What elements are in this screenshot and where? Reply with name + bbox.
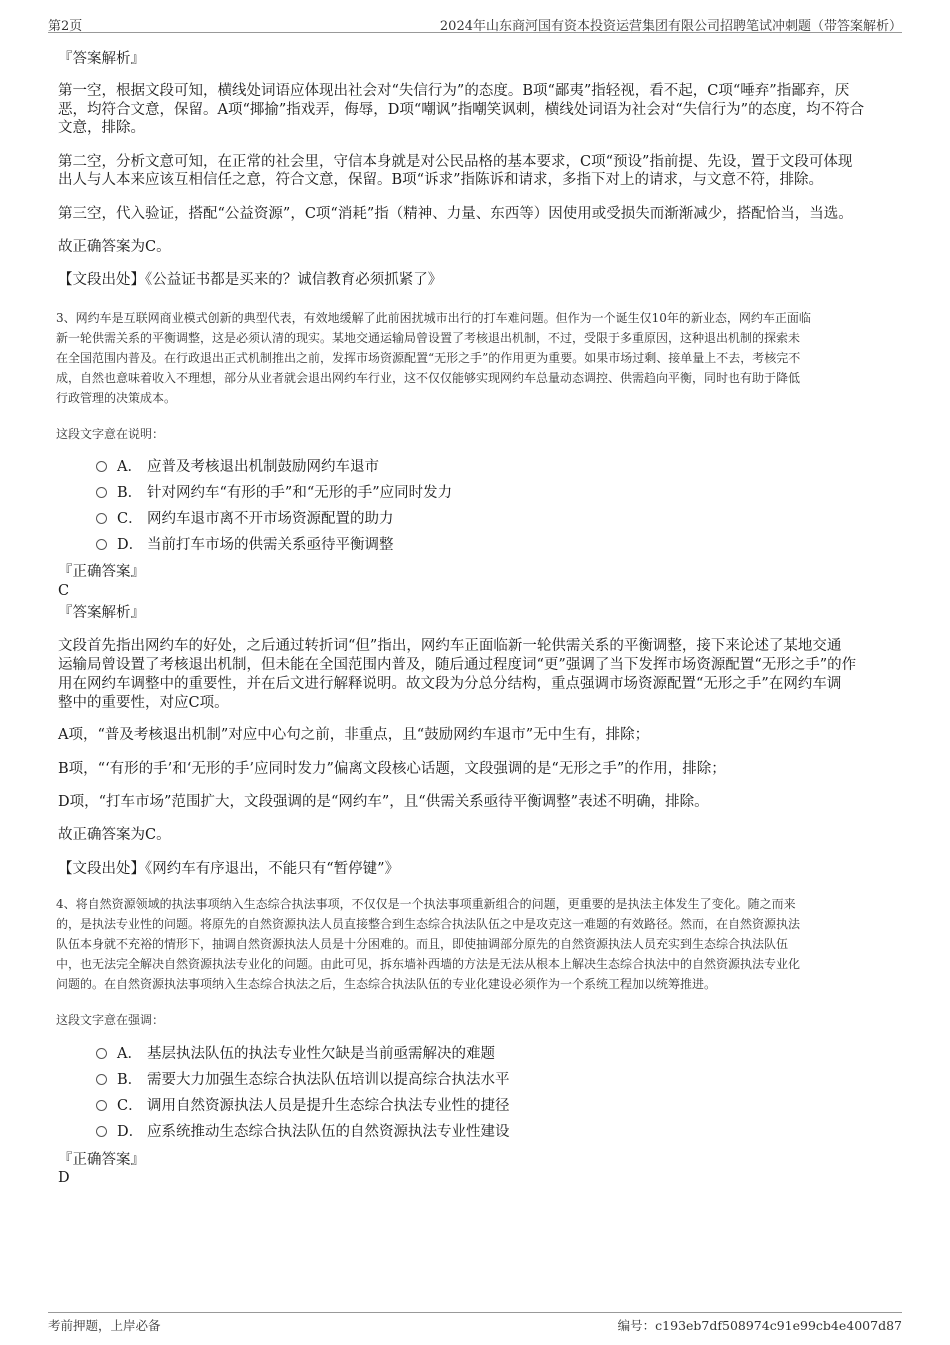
- q3-analysis-label: 『答案解析』: [58, 605, 145, 621]
- q2-analysis-label: 『答案解析』: [58, 51, 145, 67]
- q3-option-a[interactable]: A． 应普及考核退出机制鼓励网约车退市: [96, 458, 379, 476]
- q2-analysis-p2-line2: 出人与人本来应该互相信任之意，符合文意，保留。B项“诉求”指陈诉和请求，多指下对上的请求，与文意不符，排除。: [58, 172, 823, 188]
- q2-analysis-p2-line1: 第二空，分析文意可知，在正常的社会里，守信本身就是对公民品格的基本要求，C项“预设”指前提、先设，置于文段可体现: [58, 154, 853, 170]
- q4-answer: D: [58, 1170, 70, 1186]
- q4-passage-line5: 问题的。在自然资源执法事项纳入生态综合执法之后，生态综合执法队伍的专业化建设必须作为一个系统工程加以统筹推进。: [56, 977, 717, 991]
- q3-answer-label: 『正确答案』: [58, 564, 145, 580]
- q2-analysis-p3: 第三空，代入验证，搭配“公益资源”，C项“消耗”指（精神、力量、东西等）因使用或受损失而渐渐减少，搭配恰当，当选。: [58, 206, 853, 222]
- q2-analysis-p1-line2: 恶，均符合文意，保留。A项“揶揄”指戏弄，侮辱，D项“嘲讽”指嘲笑讽刺，横线处词语为社会对“失信行为”的态度，均不符合: [58, 102, 865, 118]
- q4-option-b[interactable]: B． 需要大力加强生态综合执法队伍培训以提高综合执法水平: [96, 1071, 510, 1089]
- document-title: 2024年山东商河国有资本投资运营集团有限公司招聘笔试冲刺题（带答案解析）: [439, 19, 902, 34]
- q3-passage-line1: 3、网约车是互联网商业模式创新的典型代表，有效地缓解了此前困扰城市出行的打车难问题。但作为一个诞生仅10年的新业态，网约车正面临: [56, 311, 811, 325]
- q3-analysis-b: B项，“‘有形的手’和‘无形的手’应同时发力”偏离文段核心话题，文段强调的是“无形之手”的作用，排除；: [58, 761, 726, 777]
- q4-option-d[interactable]: D． 应系统推动生态综合执法队伍的自然资源执法专业性建设: [96, 1123, 510, 1141]
- q2-source: 【文段出处】《公益证书都是买来的？诚信教育必须抓紧了》: [58, 272, 443, 288]
- q3-passage-line3: 在全国范围内普及。在行政退出正式机制推出之前，发挥市场资源配置“无形之手”的作用更为重要。如果市场过剩、接单量上不去，考核完不: [56, 351, 801, 365]
- radio-button-icon[interactable]: [96, 1100, 107, 1111]
- radio-button-icon[interactable]: [96, 1048, 107, 1059]
- q3-analysis-p1-line4: 整中的重要性，对应C项。: [58, 695, 229, 711]
- q4-passage-line4: 中，也无法完全解决自然资源执法专业化的问题。由此可见，拆东墙补西墙的方法是无法从根本上解决生态综合执法中的自然资源执法专业化: [56, 957, 801, 971]
- q3-option-b[interactable]: B． 针对网约车“有形的手”和“无形的手”应同时发力: [96, 484, 452, 502]
- q4-passage-line2: 的，是执法专业性的问题。将原先的自然资源执法人员直接整合到生态综合执法队伍之中是攻克这一难题的有效路径。然而，在自然资源执法: [56, 917, 801, 931]
- q3-option-c[interactable]: C． 网约车退市离不开市场资源配置的助力: [96, 510, 394, 528]
- radio-button-icon[interactable]: [96, 1126, 107, 1137]
- radio-button-icon[interactable]: [96, 539, 107, 550]
- q2-conclusion: 故正确答案为C。: [58, 239, 171, 255]
- q3-analysis-p1-line3: 用在网约车调整中的重要性，并在后文进行解释说明。故文段为分总分结构，重点强调市场资源配置“无形之手”在网约车调: [58, 676, 842, 692]
- page-number: 第2页: [48, 19, 83, 34]
- q3-analysis-a: A项，“普及考核退出机制”对应中心句之前，非重点，且“鼓励网约车退市”无中生有，排除；: [58, 727, 650, 743]
- q2-analysis-p1-line3: 文意，排除。: [58, 120, 145, 136]
- q4-option-a[interactable]: A． 基层执法队伍的执法专业性欠缺是当前亟需解决的难题: [96, 1045, 495, 1063]
- q3-passage-line5: 行政管理的决策成本。: [56, 391, 177, 405]
- radio-button-icon[interactable]: [96, 461, 107, 472]
- q3-passage-line2: 新一轮供需关系的平衡调整，这是必须认清的现实。某地交通运输局曾设置了考核退出机制，不过，受限于多重原因，这种退出机制的探索未: [56, 331, 801, 345]
- q3-stem: 这段文字意在说明：: [56, 427, 165, 441]
- q3-passage-line4: 成，自然也意味着收入不理想，部分从业者就会退出网约车行业，这不仅仅能够实现网约车总量动态调控、供需趋向平衡，同时也有助于降低: [56, 371, 801, 385]
- q3-conclusion: 故正确答案为C。: [58, 827, 171, 843]
- q3-source: 【文段出处】《网约车有序退出，不能只有“暂停键”》: [58, 861, 400, 877]
- page-footer: [48, 1312, 902, 1337]
- q3-option-d[interactable]: D． 当前打车市场的供需关系亟待平衡调整: [96, 536, 394, 554]
- q3-analysis-p1-line1: 文段首先指出网约车的好处，之后通过转折词“但”指出，网约车正面临新一轮供需关系的平衡调整，接下来论述了某地交通: [58, 638, 842, 654]
- footer-slogan: 考前押题，上岸必备: [48, 1318, 161, 1333]
- page-header: [48, 12, 902, 33]
- q4-answer-label: 『正确答案』: [58, 1152, 145, 1168]
- radio-button-icon[interactable]: [96, 487, 107, 498]
- q3-analysis-d: D项，“打车市场”范围扩大，文段强调的是“网约车”，且“供需关系亟待平衡调整”表述不明确，排除。: [58, 794, 709, 810]
- q2-analysis-p1-line1: 第一空，根据文段可知，横线处词语应体现出社会对“失信行为”的态度。B项“鄙夷”指轻视，看不起，C项“唾弃”指鄙弃，厌: [58, 83, 850, 99]
- radio-button-icon[interactable]: [96, 513, 107, 524]
- q4-option-c[interactable]: C． 调用自然资源执法人员是提升生态综合执法专业性的捷径: [96, 1097, 510, 1115]
- document-code: 编号：c193eb7df508974c91e99cb4e4007d87: [617, 1318, 902, 1333]
- q4-passage-line1: 4、将自然资源领域的执法事项纳入生态综合执法事项，不仅仅是一个执法事项重新组合的问题，更重要的是执法主体发生了变化。随之而来: [56, 897, 796, 911]
- radio-button-icon[interactable]: [96, 1074, 107, 1085]
- q4-passage-line3: 队伍本身就不充裕的情形下，抽调自然资源执法人员是十分困难的。而且，即使抽调部分原先的自然资源执法人员充实到生态综合执法队伍: [56, 937, 789, 951]
- q3-analysis-p1-line2: 运输局曾设置了考核退出机制，但未能在全国范围内普及，随后通过程度词“更”强调了当下发挥市场资源配置“无形之手”的作: [58, 657, 857, 673]
- q4-stem: 这段文字意在强调：: [56, 1013, 165, 1027]
- q3-answer: C: [58, 583, 70, 599]
